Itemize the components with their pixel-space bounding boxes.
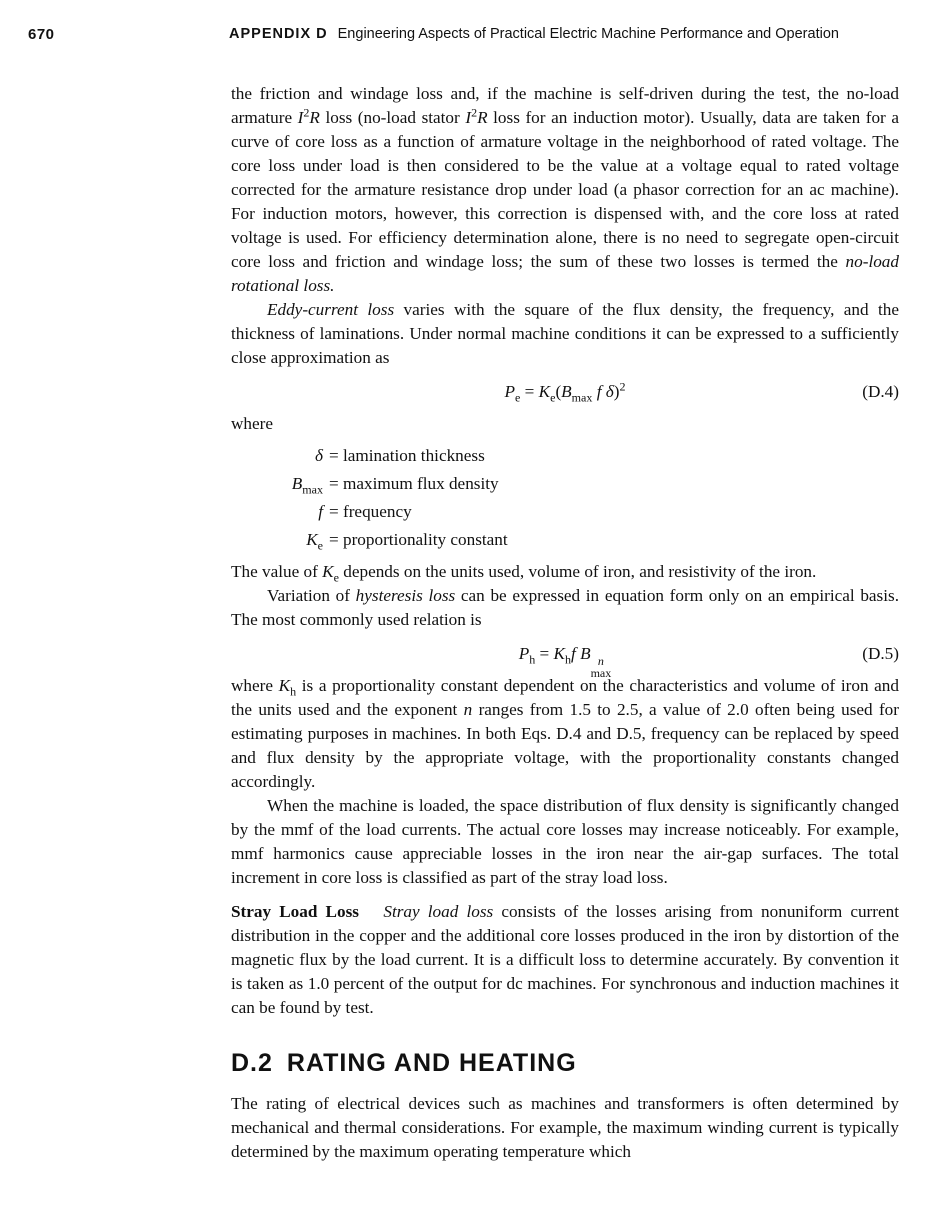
paragraph-stray-load-loss: Stray Load Loss Stray load loss consists of the losses arising from nonuniform current distribution in the copper and the additional core losses produced in the iron by distortion of the magnetic flux by the load current. It is a difficult loss to determine accurately. By convention it is taken as 1.0 percent of the output for dc machines. For synchronous and induction machines it can be found by test. xyxy=(231,902,899,1017)
running-header xyxy=(28,26,900,48)
symbol-definitions xyxy=(231,442,899,554)
page-number: 670 xyxy=(28,26,55,43)
paragraph-kh: where $K_h$ is a proportionality constant dependent on the characteristics and volume of iron and the units used and the exponent n ranges from 1.5 to 2.5, a value of 2.0 often being used for estimating purposes in machines. In both Eqs. D.4 and D.5, frequency can be replaced by speed and flux density by the appropriate voltage, with the proportionality constants changed accordingly. xyxy=(231,676,899,791)
running-title xyxy=(229,26,839,42)
definition-row: f = frequency xyxy=(318,502,412,521)
paragraph-loaded-machine: When the machine is loaded, the space distribution of flux density is significantly changed by the mmf of the load currents. The actual core losses may increase noticeably. For example, mmf harmonics cause appreciable losses in the iron near the air-gap surfaces. The total increment in core loss is classified as part of the stray load loss. xyxy=(231,796,899,887)
equation-d5 xyxy=(231,642,899,680)
definition-row: $K_e$ = proportionality constant xyxy=(306,530,508,553)
paragraph-ke-value: The value of $K_e$ depends on the units used, volume of iron, and resistivity of the iron. xyxy=(231,562,817,585)
paragraph-rating: The rating of electrical devices such as machines and transformers is often determined by mechanical and thermal considerations. For example, the maximum winding current is typically determined by the maximum operating temperature which xyxy=(231,1094,899,1161)
appendix-title: Engineering Aspects of Practical Electric Machine Performance and Operation xyxy=(337,26,839,42)
section-title: RATING AND HEATING xyxy=(286,1049,577,1077)
paragraph-eddy-current: Eddy-current loss varies with the square of the flux density, the frequency, and the thickness of laminations. Under normal machine conditions it can be expressed to a sufficiently close approximation as xyxy=(231,300,899,367)
equation-d5-expression: $P_h = K_hf$ B n max xyxy=(518,644,612,680)
main-text xyxy=(231,82,899,1164)
paragraph-core-loss: the friction and windage loss and, if the machine is self-driven during the test, the no-load armature $I^2R$ loss (no-load stator $I^2R$ loss for an induction motor). Usually, data are taken for a curve of core loss as a function of armature voltage in the neighborhood of rated voltage. The core loss under load is then considered to be the value at a voltage equal to rated voltage corrected for the armature resistance drop under load (a phasor correction for an ac machine). For induction motors, however, this correction is dispensed with, and the core loss at rated voltage is used. For efficiency determination alone, there is no need to segregate open-circuit core loss and friction and windage loss; the sum of these two losses is termed the no-load rotational loss. xyxy=(231,84,899,295)
appendix-label: APPENDIX D xyxy=(229,26,328,42)
definition-row: $B_{max}$ = maximum flux density xyxy=(291,474,499,497)
paragraph-hysteresis: Variation of hysteresis loss can be expressed in equation form only on an empirical basis. The most commonly used relation is xyxy=(231,586,899,629)
definition-row: δ = lamination thickness xyxy=(315,446,485,465)
where-label: where xyxy=(231,414,273,433)
equation-d4-expression: $P_e = K_e(B_{max}$ f δ)$^2$ xyxy=(504,379,626,405)
equation-d5-number: (D.5) xyxy=(862,644,899,663)
section-number: D.2 xyxy=(231,1049,273,1077)
equation-d4 xyxy=(231,380,899,404)
equation-d4-number: (D.4) xyxy=(862,382,899,401)
run-in-heading: Stray Load Loss xyxy=(231,902,359,921)
section-heading xyxy=(231,1048,899,1078)
